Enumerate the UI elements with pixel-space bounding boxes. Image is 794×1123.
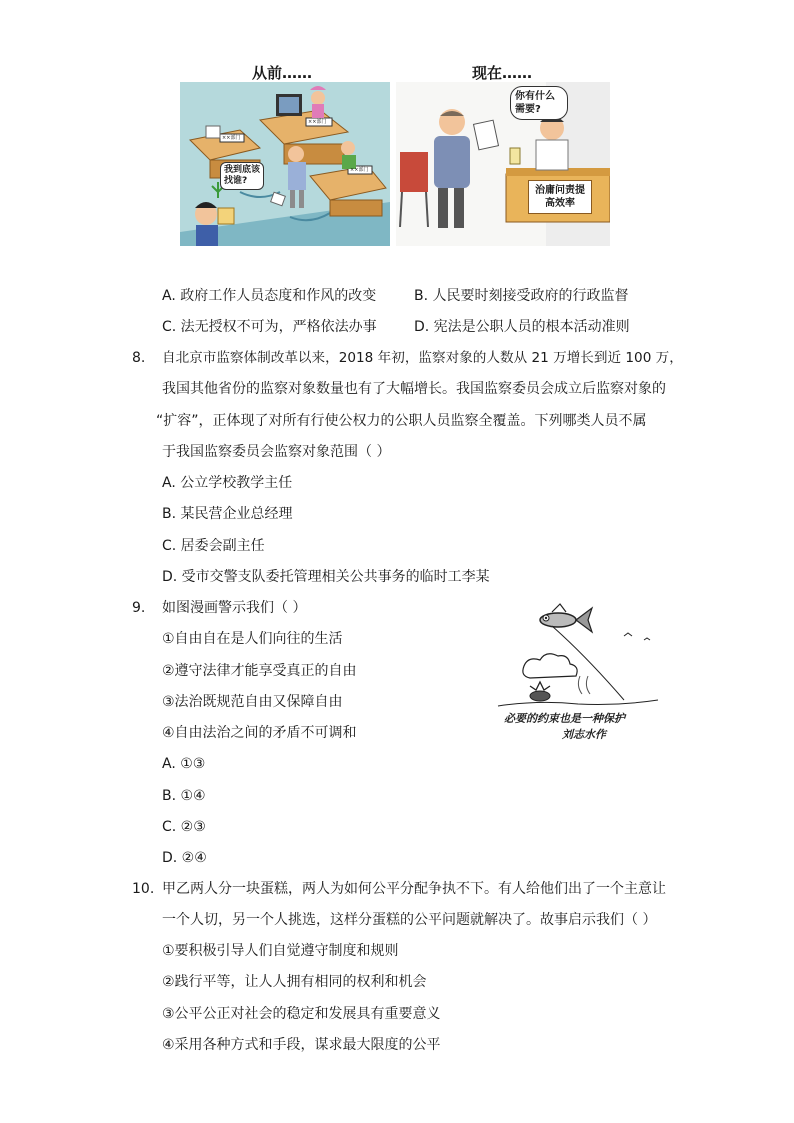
before-comic-panel (180, 82, 390, 246)
q8-option-c: C. 居委会副主任 (162, 538, 265, 554)
q9-stem: 如图漫画警示我们（ ） (162, 600, 307, 616)
q9-option-a: A. ①③ (162, 756, 206, 772)
q10-stem-line: 一个人切，另一个人挑选，这样分蛋糕的公平问题就解决了。故事启示我们（ ） (162, 912, 657, 928)
confused-speech-bubble: 我到底该找谁? (220, 162, 264, 190)
q10-statement: ③公平公正对社会的稳定和发展具有重要意义 (162, 1006, 441, 1022)
service-speech-bubble: 你有什么需要? (510, 86, 568, 120)
q10-stem-line: 甲乙两人分一块蛋糕，两人为如何公平分配争执不下。有人给他们出了一个主意让 (162, 881, 666, 897)
q7-option-c: C. 法无授权不可为，严格依法办事 (162, 319, 377, 335)
q8-stem-line: “扩容”，正体现了对所有行使公权力的公职人员监察全覆盖。下列哪类人员不属 (156, 413, 647, 429)
desk-sign-label: ××部门 (222, 135, 241, 141)
q8-stem-line: 于我国监察委员会监察对象范围（ ） (162, 444, 391, 460)
q10-statement: ②践行平等，让人人拥有相同的权利和机会 (162, 974, 427, 990)
q7-option-a: A. 政府工作人员态度和作风的改变 (162, 288, 377, 304)
q9-statement: ③法治既规范自由又保障自由 (162, 694, 343, 710)
kite-cartoon-caption: 必要的约束也是一种保护 (504, 712, 625, 725)
q8-stem-line: 我国其他省份的监察对象数量也有了大幅增长。我国监察委员会成立后监察对象的 (162, 381, 666, 397)
q8-stem-line: 自北京市监察体制改革以来，2018 年初，监察对象的人数从 21 万增长到近 100 万， (162, 350, 683, 366)
q8-option-d: D. 受市交警支队委托管理相关公共事务的临时工李某 (162, 569, 490, 585)
after-comic-illustration (396, 82, 610, 246)
q9-option-d: D. ②④ (162, 850, 207, 866)
q8-option-a: A. 公立学校教学主任 (162, 475, 293, 491)
kite-cartoon-author: 刘志水作 (562, 728, 606, 741)
q9-statement: ④自由法治之间的矛盾不可调和 (162, 725, 357, 741)
q7-option-d: D. 宪法是公职人员的根本活动准则 (414, 319, 630, 335)
desk-sign: 治庸问责提高效率 (528, 180, 592, 214)
desk-sign-label: ××部门 (350, 167, 369, 173)
q9-statement: ①自由自在是人们向往的生活 (162, 631, 343, 647)
q10-statement: ①要积极引导人们自觉遵守制度和规则 (162, 943, 399, 959)
q10-number: 10. (132, 881, 155, 897)
q10-statement: ④采用各种方式和手段，谋求最大限度的公平 (162, 1037, 441, 1053)
q7-option-b: B. 人民要时刻接受政府的行政监督 (414, 288, 629, 304)
q9-option-b: B. ①④ (162, 788, 206, 804)
q9-statement: ②遵守法律才能享受真正的自由 (162, 663, 357, 679)
before-comic-illustration (180, 82, 390, 246)
after-caption: 现在…… (472, 64, 533, 82)
q8-option-b: B. 某民营企业总经理 (162, 506, 293, 522)
after-comic-panel (396, 82, 610, 246)
q8-number: 8. (132, 350, 146, 366)
before-caption: 从前…… (252, 64, 313, 82)
desk-sign-label: ××部门 (308, 119, 327, 125)
q9-option-c: C. ②③ (162, 819, 206, 835)
q9-number: 9. (132, 600, 146, 616)
kite-cartoon (496, 596, 660, 744)
